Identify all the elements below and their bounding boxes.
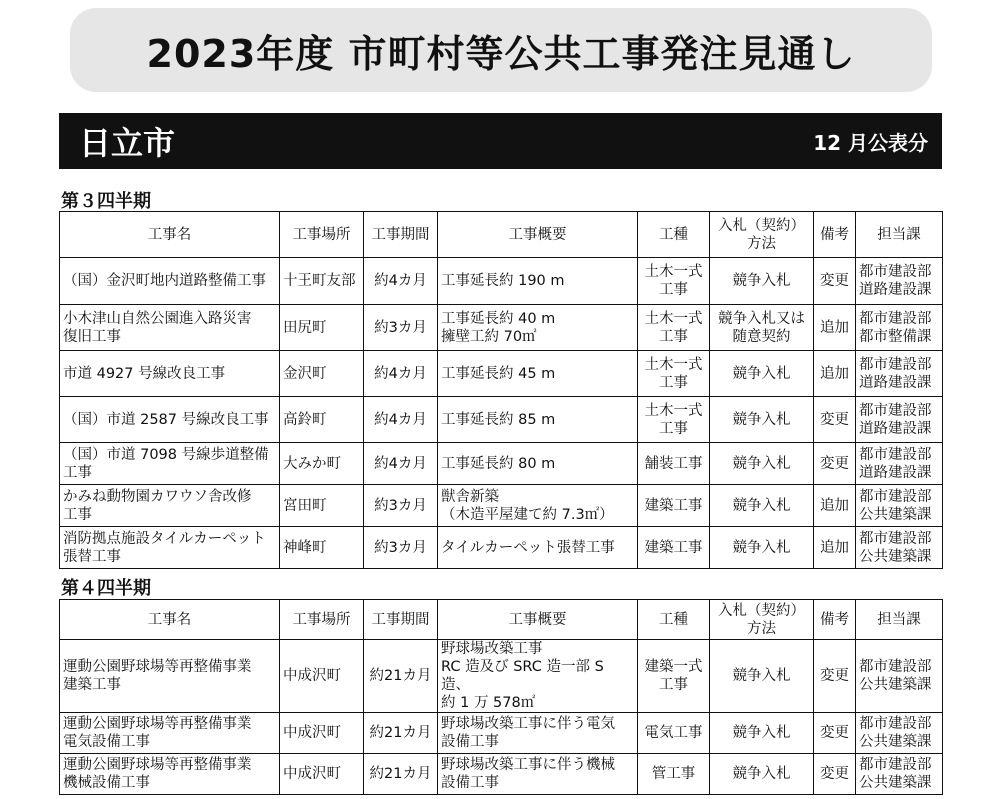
work-period-cell: 約21カ月	[364, 754, 438, 795]
note-cell: 追加	[814, 527, 856, 569]
work-place-cell: 中成沢町	[280, 754, 364, 795]
work-period-cell: 約4カ月	[364, 258, 438, 305]
column-header: 担当課	[856, 212, 943, 258]
work-name-cell: かみね動物園カワウソ舎改修 工事	[60, 485, 280, 527]
publication-label: 12 月公表分	[813, 130, 928, 155]
quarter-4-heading: 第４四半期	[61, 578, 151, 599]
work-summary-cell: 工事延長約 190 m	[438, 258, 638, 305]
work-type-cell: 建築工事	[638, 485, 710, 527]
bid-method-cell: 競争入札	[710, 640, 814, 713]
work-place-cell: 神峰町	[280, 527, 364, 569]
column-header: 工事期間	[364, 600, 438, 640]
work-summary-cell: 工事延長約 45 m	[438, 351, 638, 397]
work-name-cell: 運動公園野球場等再整備事業 機械設備工事	[60, 754, 280, 795]
work-name-cell: 消防拠点施設タイルカーペット 張替工事	[60, 527, 280, 569]
work-place-cell: 宮田町	[280, 485, 364, 527]
work-type-cell: 電気工事	[638, 713, 710, 754]
work-place-cell: 十王町友部	[280, 258, 364, 305]
table-row	[60, 485, 943, 527]
city-name: 日立市	[79, 124, 176, 162]
work-name-cell: 運動公園野球場等再整備事業 建築工事	[60, 640, 280, 713]
column-header: 工事期間	[364, 212, 438, 258]
work-name-cell: 運動公園野球場等再整備事業 電気設備工事	[60, 713, 280, 754]
note-cell: 変更	[814, 443, 856, 485]
city-bar	[59, 113, 942, 169]
department-cell: 都市建設部 道路建設課	[856, 397, 943, 443]
note-cell: 変更	[814, 754, 856, 795]
department-cell: 都市建設部 道路建設課	[856, 351, 943, 397]
work-summary-cell: 獣舎新築 （木造平屋建て約 7.3㎡）	[438, 485, 638, 527]
work-summary-cell: 工事延長約 80 m	[438, 443, 638, 485]
work-place-cell: 中成沢町	[280, 640, 364, 713]
note-cell: 変更	[814, 397, 856, 443]
department-cell: 都市建設部 道路建設課	[856, 258, 943, 305]
column-header: 備考	[814, 600, 856, 640]
bid-method-cell: 競争入札	[710, 754, 814, 795]
work-period-cell: 約3カ月	[364, 305, 438, 351]
work-type-cell: 土木一式 工事	[638, 397, 710, 443]
table-row	[60, 443, 943, 485]
table-row	[60, 305, 943, 351]
work-place-cell: 中成沢町	[280, 713, 364, 754]
column-header: 工事場所	[280, 212, 364, 258]
work-period-cell: 約4カ月	[364, 443, 438, 485]
work-summary-cell: 野球場改築工事に伴う電気 設備工事	[438, 713, 638, 754]
bid-method-cell: 競争入札	[710, 485, 814, 527]
note-cell: 変更	[814, 640, 856, 713]
work-place-cell: 金沢町	[280, 351, 364, 397]
page-title: 2023年度 市町村等公共工事発注見通し	[146, 31, 856, 76]
work-type-cell: 舗装工事	[638, 443, 710, 485]
column-header: 工事名	[60, 600, 280, 640]
table-row	[60, 351, 943, 397]
work-summary-cell: 工事延長約 40 m 擁壁工約 70㎡	[438, 305, 638, 351]
work-type-cell: 土木一式 工事	[638, 258, 710, 305]
department-cell: 都市建設部 公共建築課	[856, 640, 943, 713]
table-header-row	[60, 212, 943, 258]
q3-works-table	[59, 211, 943, 569]
work-period-cell: 約21カ月	[364, 713, 438, 754]
column-header: 工事概要	[438, 212, 638, 258]
work-place-cell: 大みか町	[280, 443, 364, 485]
column-header: 工種	[638, 212, 710, 258]
work-type-cell: 建築一式 工事	[638, 640, 710, 713]
bid-method-cell: 競争入札又は 随意契約	[710, 305, 814, 351]
department-cell: 都市建設部 公共建築課	[856, 485, 943, 527]
department-cell: 都市建設部 公共建築課	[856, 527, 943, 569]
work-period-cell: 約4カ月	[364, 397, 438, 443]
work-type-cell: 管工事	[638, 754, 710, 795]
work-period-cell: 約3カ月	[364, 485, 438, 527]
work-period-cell: 約21カ月	[364, 640, 438, 713]
column-header: 担当課	[856, 600, 943, 640]
work-type-cell: 土木一式 工事	[638, 351, 710, 397]
department-cell: 都市建設部 公共建築課	[856, 713, 943, 754]
table-row	[60, 258, 943, 305]
work-name-cell: （国）市道 7098 号線歩道整備 工事	[60, 443, 280, 485]
work-place-cell: 高鈴町	[280, 397, 364, 443]
note-cell: 変更	[814, 258, 856, 305]
work-type-cell: 建築工事	[638, 527, 710, 569]
table-row	[60, 397, 943, 443]
work-name-cell: 市道 4927 号線改良工事	[60, 351, 280, 397]
bid-method-cell: 競争入札	[710, 443, 814, 485]
work-name-cell: 小木津山自然公園進入路災害 復旧工事	[60, 305, 280, 351]
table-row	[60, 527, 943, 569]
work-summary-cell: タイルカーペット張替工事	[438, 527, 638, 569]
work-period-cell: 約4カ月	[364, 351, 438, 397]
column-header: 工事場所	[280, 600, 364, 640]
column-header: 入札（契約） 方法	[710, 600, 814, 640]
table-row	[60, 754, 943, 795]
title-banner	[70, 8, 932, 92]
department-cell: 都市建設部 都市整備課	[856, 305, 943, 351]
bid-method-cell: 競争入札	[710, 351, 814, 397]
work-type-cell: 土木一式 工事	[638, 305, 710, 351]
column-header: 備考	[814, 212, 856, 258]
work-name-cell: （国）市道 2587 号線改良工事	[60, 397, 280, 443]
work-place-cell: 田尻町	[280, 305, 364, 351]
bid-method-cell: 競争入札	[710, 258, 814, 305]
bid-method-cell: 競争入札	[710, 527, 814, 569]
department-cell: 都市建設部 公共建築課	[856, 754, 943, 795]
work-summary-cell: 野球場改築工事 RC 造及び SRC 造一部 S 造、 約 1 万 578㎡	[438, 640, 638, 713]
note-cell: 追加	[814, 351, 856, 397]
table-row	[60, 640, 943, 713]
bid-method-cell: 競争入札	[710, 397, 814, 443]
column-header: 工事名	[60, 212, 280, 258]
work-period-cell: 約3カ月	[364, 527, 438, 569]
bid-method-cell: 競争入札	[710, 713, 814, 754]
q4-works-table	[59, 599, 943, 795]
column-header: 工事概要	[438, 600, 638, 640]
note-cell: 変更	[814, 713, 856, 754]
quarter-3-heading: 第３四半期	[61, 191, 151, 212]
column-header: 入札（契約） 方法	[710, 212, 814, 258]
table-row	[60, 713, 943, 754]
note-cell: 追加	[814, 305, 856, 351]
work-name-cell: （国）金沢町地内道路整備工事	[60, 258, 280, 305]
table-header-row	[60, 600, 943, 640]
work-summary-cell: 野球場改築工事に伴う機械 設備工事	[438, 754, 638, 795]
column-header: 工種	[638, 600, 710, 640]
department-cell: 都市建設部 道路建設課	[856, 443, 943, 485]
work-summary-cell: 工事延長約 85 m	[438, 397, 638, 443]
note-cell: 追加	[814, 485, 856, 527]
